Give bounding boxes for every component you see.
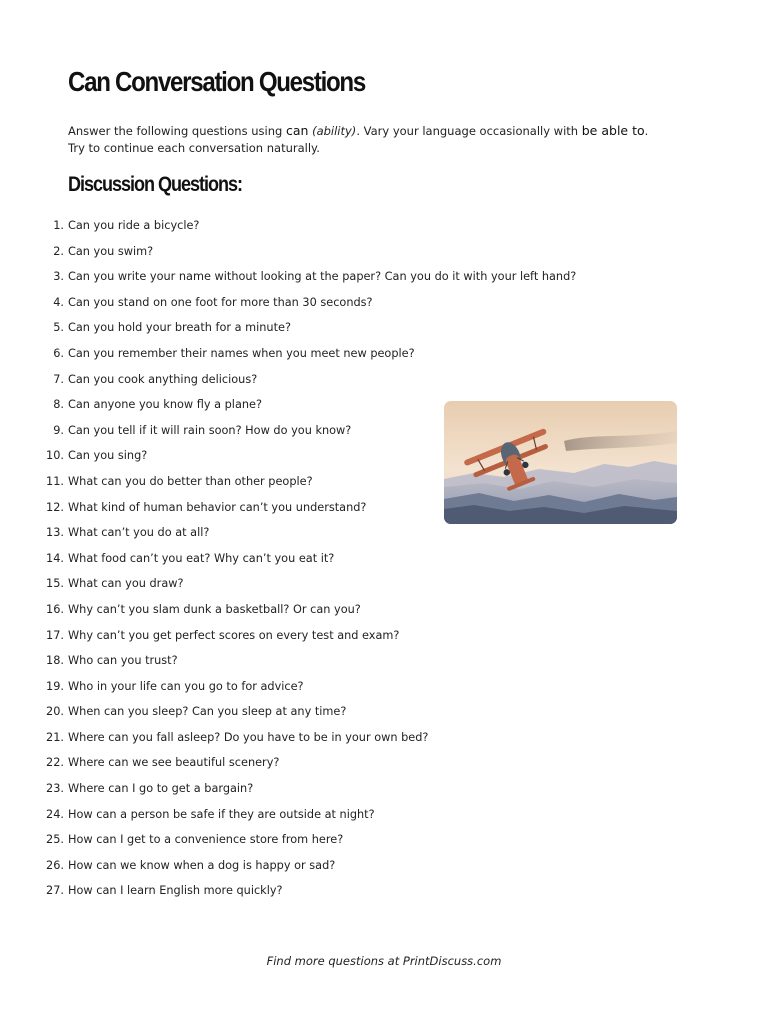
question-text: What can’t you do at all? bbox=[68, 526, 210, 540]
question-number: 13. bbox=[46, 526, 64, 540]
question-text: Can you swim? bbox=[68, 244, 154, 258]
question-text: Why can’t you get perfect scores on every test and exam? bbox=[68, 628, 400, 642]
question-text: Can you stand on one foot for more than 30 seconds? bbox=[68, 295, 373, 309]
question-text: Can you sing? bbox=[68, 449, 148, 463]
question-text: How can I get to a convenience store from here? bbox=[68, 833, 344, 847]
question-text: Can you tell if it will rain soon? How do you know? bbox=[68, 423, 352, 437]
question-text: Where can we see beautiful scenery? bbox=[68, 756, 280, 770]
question-number: 8. bbox=[53, 398, 64, 412]
keyword-ability: (ability) bbox=[312, 124, 357, 138]
instructions-text-1: Answer the following questions using bbox=[68, 124, 286, 138]
question-text: Who can you trust? bbox=[68, 654, 178, 668]
question-text: How can a person be safe if they are outside at night? bbox=[68, 807, 375, 821]
question-number: 24. bbox=[46, 807, 64, 821]
question-text: Can you remember their names when you meet new people? bbox=[68, 346, 415, 360]
question-number: 22. bbox=[46, 756, 64, 770]
question-number: 18. bbox=[46, 654, 64, 668]
question-number: 15. bbox=[46, 577, 64, 591]
question-number: 19. bbox=[46, 679, 64, 693]
question-text: What food can’t you eat? Why can’t you eat it? bbox=[68, 551, 335, 565]
question-number: 20. bbox=[46, 705, 64, 719]
question-text: How can I learn English more quickly? bbox=[68, 884, 283, 898]
question-text: What can you draw? bbox=[68, 577, 184, 591]
question-number: 4. bbox=[53, 295, 64, 309]
question-number: 3. bbox=[53, 270, 64, 284]
question-text: When can you sleep? Can you sleep at any time? bbox=[68, 705, 347, 719]
question-number: 26. bbox=[46, 858, 64, 872]
question-number: 12. bbox=[46, 500, 64, 514]
question-text: Can you ride a bicycle? bbox=[68, 219, 200, 232]
question-number: 27. bbox=[46, 884, 64, 898]
question-number: 2. bbox=[53, 244, 64, 258]
question-text: Why can’t you slam dunk a basketball? Or can you? bbox=[68, 602, 361, 616]
question-number: 6. bbox=[53, 346, 64, 360]
question-number: 5. bbox=[53, 321, 64, 335]
question-number: 23. bbox=[46, 782, 64, 796]
question-number: 1. bbox=[53, 219, 64, 232]
question-text: Can anyone you know fly a plane? bbox=[68, 398, 262, 412]
biplane-over-mountains-icon bbox=[444, 401, 677, 524]
question-text: Can you hold your breath for a minute? bbox=[68, 321, 291, 335]
footer-note: Find more questions at PrintDiscuss.com bbox=[266, 954, 502, 968]
question-number: 9. bbox=[53, 423, 64, 437]
question-text: What can you do better than other people? bbox=[68, 474, 313, 488]
question-text: Can you cook anything delicious? bbox=[68, 372, 258, 386]
question-text: Where can I go to get a bargain? bbox=[68, 782, 254, 796]
question-number: 25. bbox=[46, 833, 64, 847]
question-number: 16. bbox=[46, 602, 64, 616]
keyword-be-able-to: be able to bbox=[581, 123, 645, 138]
instructions-text-4: . Try to continue each conversation naturally. bbox=[68, 124, 649, 155]
page-title: Can Conversation Questions bbox=[68, 66, 365, 97]
instructions-text-3: . Vary your language occasionally with bbox=[356, 124, 582, 138]
question-number: 10. bbox=[46, 449, 64, 463]
instructions-paragraph bbox=[68, 122, 668, 157]
section-heading: Discussion Questions: bbox=[68, 173, 243, 196]
question-text: Where can you fall asleep? Do you have to be in your own bed? bbox=[68, 730, 429, 744]
question-text: How can we know when a dog is happy or sad? bbox=[68, 858, 336, 872]
question-number: 21. bbox=[46, 730, 64, 744]
question-text: Can you write your name without looking at the paper? Can you do it with your left hand? bbox=[68, 270, 577, 284]
question-number: 14. bbox=[46, 551, 64, 565]
biplane-photo bbox=[444, 401, 677, 524]
question-text: What kind of human behavior can’t you understand? bbox=[68, 500, 367, 514]
question-number: 17. bbox=[46, 628, 64, 642]
question-number: 7. bbox=[53, 372, 64, 386]
keyword-can: can bbox=[285, 123, 309, 138]
question-text: Who in your life can you go to for advice? bbox=[68, 679, 304, 693]
question-number: 11. bbox=[46, 474, 64, 488]
